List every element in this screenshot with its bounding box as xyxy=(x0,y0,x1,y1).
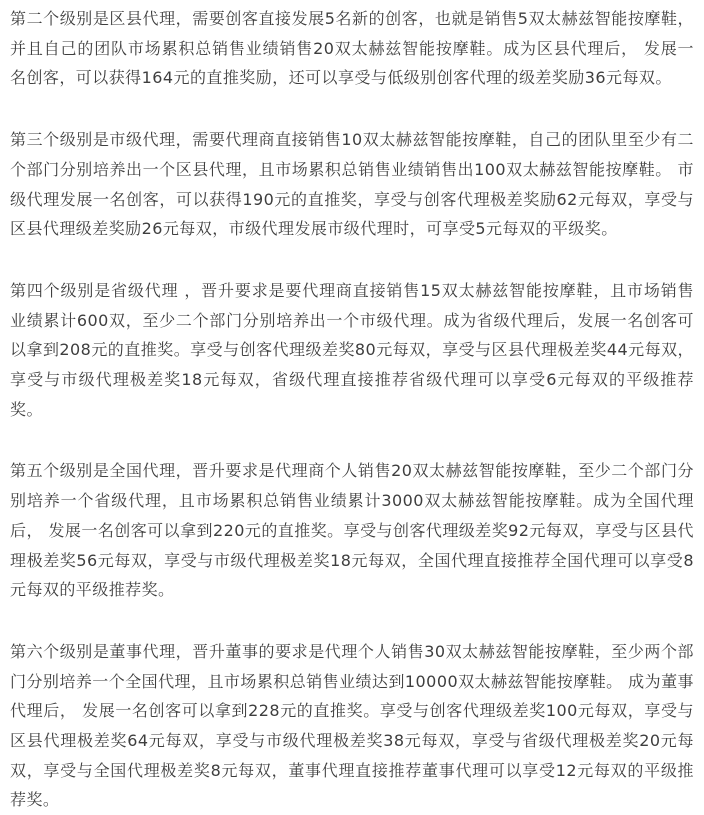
paragraph-level-4-province-agent: 第四个级别是省级代理 ，晋升要求是要代理商直接销售15双太赫兹智能按摩鞋，且市场销售业绩累计600双，至少二个部门分别培养出一个市级代理。成为省级代理后，发展一名创客可以拿到208元的直推奖。享受与创客代理级差奖80元每双，享受与区县代理极差奖44元每双，享受与市级代理极差奖18元每双，省级代理直接推荐省级代理可以享受6元每双的平级推荐奖。 xyxy=(10,280,694,419)
paragraph-level-6-director-agent: 第六个级别是董事代理，晋升董事的要求是代理个人销售30双太赫兹智能按摩鞋，至少两个部门分别培养一个全国代理，且市场累积总销售业绩达到10000双太赫兹智能按摩鞋。 成为董事代理后， 发展一名创客可以拿到228元的直推奖。享受与创客代理级差奖100元每双，享受与区县代理极差奖64元每双，享受与市级代理极差奖38元每双，享受与省级代理极差奖20元每双，享受与全国代理极差奖8元每双，董事代理直接推荐董事代理可以享受12元每双的平级推荐奖。 xyxy=(10,641,694,810)
paragraph-level-3-city-agent: 第三个级别是市级代理，需要代理商直接销售10双太赫兹智能按摩鞋，自己的团队里至少有二个部门分别培养出一个区县代理，且市场累积总销售业绩销售出100双太赫兹智能按摩鞋。 市级代理发展一名创客，可以获得190元的直推奖，享受与创客代理极差奖励62元每双，享受与区县代理级差奖励26元每双，市级代理发展市级代理时，可享受5元每双的平级奖。 xyxy=(10,130,694,239)
paragraph-level-2-district-agent: 第二个级别是区县代理，需要创客直接发展5名新的创客，也就是销售5双太赫兹智能按摩鞋，并且自己的团队市场累积总销售业绩销售20双太赫兹智能按摩鞋。成为区县代理后， 发展一名创客，可以获得164元的直推奖励，还可以享受与低级别创客代理的级差奖励36元每双。 xyxy=(10,9,694,88)
paragraph-level-5-national-agent: 第五个级别是全国代理，晋升要求是代理商个人销售20双太赫兹智能按摩鞋，至少二个部门分别培养一个省级代理，且市场累积总销售业绩累计3000双太赫兹智能按摩鞋。成为全国代理后， 发展一名创客可以拿到220元的直推奖。享受与创客代理级差奖92元每双，享受与区县代理极差奖56元每双，享受与市级代理极差奖18元每双，全国代理直接推荐全国代理可以享受8元每双的平级推荐奖。 xyxy=(10,461,694,600)
